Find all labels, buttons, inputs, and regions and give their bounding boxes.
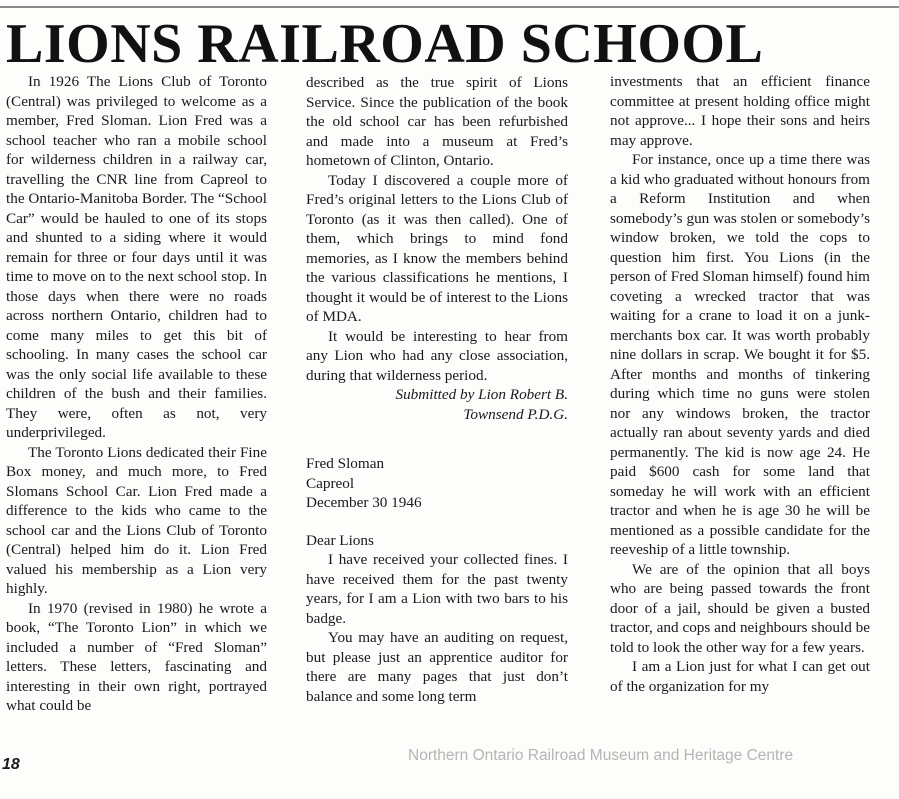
page-number: 18	[2, 756, 20, 773]
paragraph: We are of the opinion that all boys who are being passed towards the front door of a jail, should be given a busted tractor, and cops and neighbours should be told to look the other way for a few years.	[610, 560, 870, 656]
paragraph: For instance, once up a time there was a kid who graduated without honours from a Reform Institution and when somebody’s gun was stolen or somebody’s window broken, we told the cops to question him first. You Lions (in the person of Fred Sloman himself) found him coveting a wrecked tractor that was waiting for a crane to load it on a junk-merchants box car. It was worth probably nine dollars in scrap. We bought it for $5. After months and months of tinkering during which time no guns were stolen nor any windows broken, the tractor actually ran about seventy yards and died permanently. The kid is now age 24. He paid $600 cash for some land that someday he will work with an efficient tractor and when he is age 30 he will be mentioned as a possible candidate for the reeveship of a little township.	[610, 151, 870, 558]
top-rule	[0, 6, 899, 8]
paragraph: In 1926 The Lions Club of Toronto (Central) was privileged to welcome as a member, Fred Sloman. Lion Fred was a school teacher who ran a mobile school for wilderness children in a railway car, travelling the CNR line from Capreol to the Ontario-Manitoba Border. The “School Car” would be hauled to one of its stops and shunted to a siding where it would remain for three or four days until it was time to move on to the next school stop. In those days when there were no roads across northern Ontario, children had to come many miles to get this bit of schooling. In many cases the school car was the only social life available to these children of the bush and their families. They were, often as not, very underprivileged.	[6, 73, 267, 441]
paragraph: In 1970 (revised in 1980) he wrote a book, “The Toronto Lion” in which we included a number of “Fred Sloman” letters. These letters, fascinating and interesting in their own right, portrayed what could be	[6, 599, 267, 714]
letter-sender: Fred Sloman	[306, 455, 385, 472]
page-title: LIONS RAILROAD SCHOOL	[6, 13, 764, 75]
column-2	[306, 73, 568, 706]
signature-line-1: Submitted by Lion Robert B.	[395, 386, 568, 403]
paragraph: It would be interesting to hear from any Lion who had any close association, during that wilderness period.	[306, 327, 568, 384]
paragraph: investments that an efficient finance committee at present holding office might not approve... I hope their sons and heirs may approve.	[610, 73, 870, 149]
letter-salutation: Dear Lions	[306, 531, 374, 549]
paragraph: described as the true spirit of Lions Service. Since the publication of the book the old school car has been refurbished and made into a museum at Fred’s hometown of Clinton, Ontario.	[306, 74, 568, 169]
signature-line-2: Townsend P.D.G.	[463, 405, 568, 423]
column-1	[6, 72, 267, 716]
letter-place: Capreol	[306, 474, 355, 492]
column-3	[610, 72, 870, 696]
paragraph: You may have an auditing on request, but please just an apprentice auditor for there are many pages that just don’t balance and some long term	[306, 629, 568, 705]
letter-date: December 30 1946	[306, 494, 422, 511]
watermark: Northern Ontario Railroad Museum and Heritage Centre	[408, 747, 794, 764]
paragraph: The Toronto Lions dedicated their Fine Box money, and much more, to Fred Slomans School Car. Lion Fred made a difference to the kids who came to the school car and the Lions Club of Toronto (Central) helped him do it. Lion Fred valued his membership as a Lion very highly.	[6, 443, 267, 597]
paragraph: I am a Lion just for what I can get out of the organization for my	[610, 658, 870, 695]
paragraph: I have received your collected fines. I have received them for the past twenty years, for I am a Lion with two bars to his badge.	[306, 551, 568, 627]
paragraph: Today I discovered a couple more of Fred’s original letters to the Lions Club of Toronto (as it was then called). One of them, which brings to mind fond memories, as I know the members behind the various classifications he mentions, I thought it would be of interest to the Lions of MDA.	[306, 171, 568, 325]
